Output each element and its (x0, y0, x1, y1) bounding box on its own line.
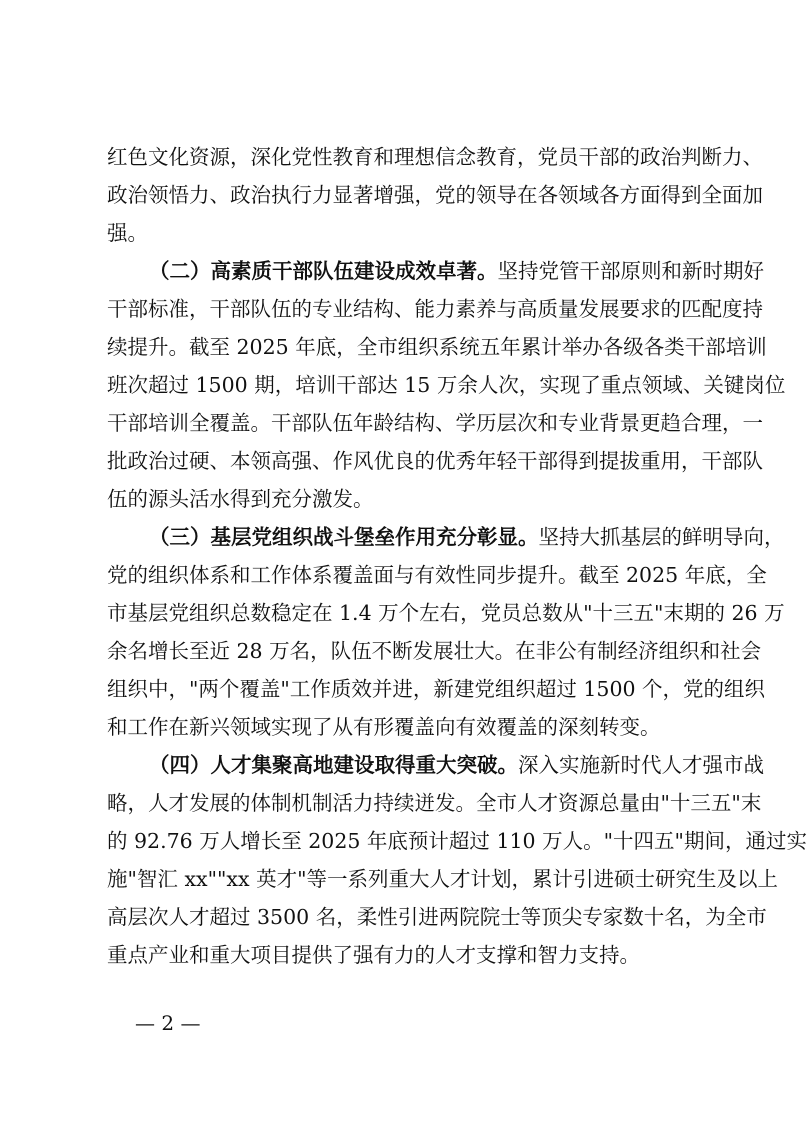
text-line: 略，人才发展的体制机制活力持续迸发。全市人才资源总量由"十三五"末 (107, 791, 762, 815)
section-heading: （四）人才集聚高地建设取得重大突破。 (149, 753, 518, 777)
text-line: 批政治过硬、本领高强、作风优良的优秀年轻干部得到提拔重用，干部队 (107, 449, 763, 473)
text-line (107, 252, 764, 290)
text-line (107, 746, 764, 784)
section-heading: （三）基层党组织战斗堡垒作用充分彰显。 (149, 525, 539, 549)
text-line: 余名增长至近 28 万名，队伍不断发展壮大。在非公有制经济组织和社会 (107, 639, 762, 663)
document-body (107, 138, 807, 974)
text-span: 深入实施新时代人才强市战 (518, 753, 764, 777)
text-line: 强。 (107, 221, 148, 245)
text-line: 市基层党组织总数稳定在 1.4 万个左右，党员总数从"十三五"末期的 26 万 (107, 601, 785, 625)
text-line: 班次超过 1500 期，培训干部达 15 万余人次，实现了重点领域、关键岗位 (107, 373, 786, 397)
page-number: — 2 — (135, 1011, 201, 1035)
text-line: 伍的源头活水得到充分激发。 (107, 487, 374, 511)
text-span: 坚持党管干部原则和新时期好 (497, 259, 764, 283)
text-line: 高层次人才超过 3500 名，柔性引进两院院士等顶尖专家数十名，为全市 (107, 905, 767, 929)
paragraph-3 (107, 518, 785, 746)
paragraph-1 (107, 138, 763, 252)
text-line: 干部标准，干部队伍的专业结构、能力素养与高质量发展要求的匹配度持 (107, 297, 763, 321)
text-line: 红色文化资源，深化党性教育和理想信念教育，党员干部的政治判断力、 (107, 145, 763, 169)
text-line: 党的组织体系和工作体系覆盖面与有效性同步提升。截至 2025 年底，全 (107, 563, 767, 587)
text-span: 坚持大抓基层的鲜明导向， (538, 525, 785, 549)
text-line: 干部培训全覆盖。干部队伍年龄结构、学历层次和专业背景更趋合理，一 (107, 411, 763, 435)
section-heading: （二）高素质干部队伍建设成效卓著。 (149, 259, 498, 283)
text-line: 重点产业和重大项目提供了强有力的人才支撑和智力支持。 (107, 943, 640, 967)
text-line: 政治领悟力、政治执行力显著增强，党的领导在各领域各方面得到全面加 (107, 183, 763, 207)
paragraph-4 (107, 746, 807, 974)
text-line (107, 518, 785, 556)
text-line: 的 92.76 万人增长至 2025 年底预计超过 110 万人。"十四五"期间，通过实 (107, 829, 807, 853)
text-line: 和工作在新兴领域实现了从有形覆盖向有效覆盖的深刻转变。 (107, 715, 661, 739)
paragraph-2 (107, 252, 786, 518)
text-line: 续提升。截至 2025 年底，全市组织系统五年累计举办各级各类干部培训 (107, 335, 767, 359)
text-line: 施"智汇 xx""xx 英才"等一系列重大人才计划，累计引进硕士研究生及以上 (107, 867, 778, 891)
text-line: 组织中，"两个覆盖"工作质效并进，新建党组织超过 1500 个，党的组织 (107, 677, 766, 701)
